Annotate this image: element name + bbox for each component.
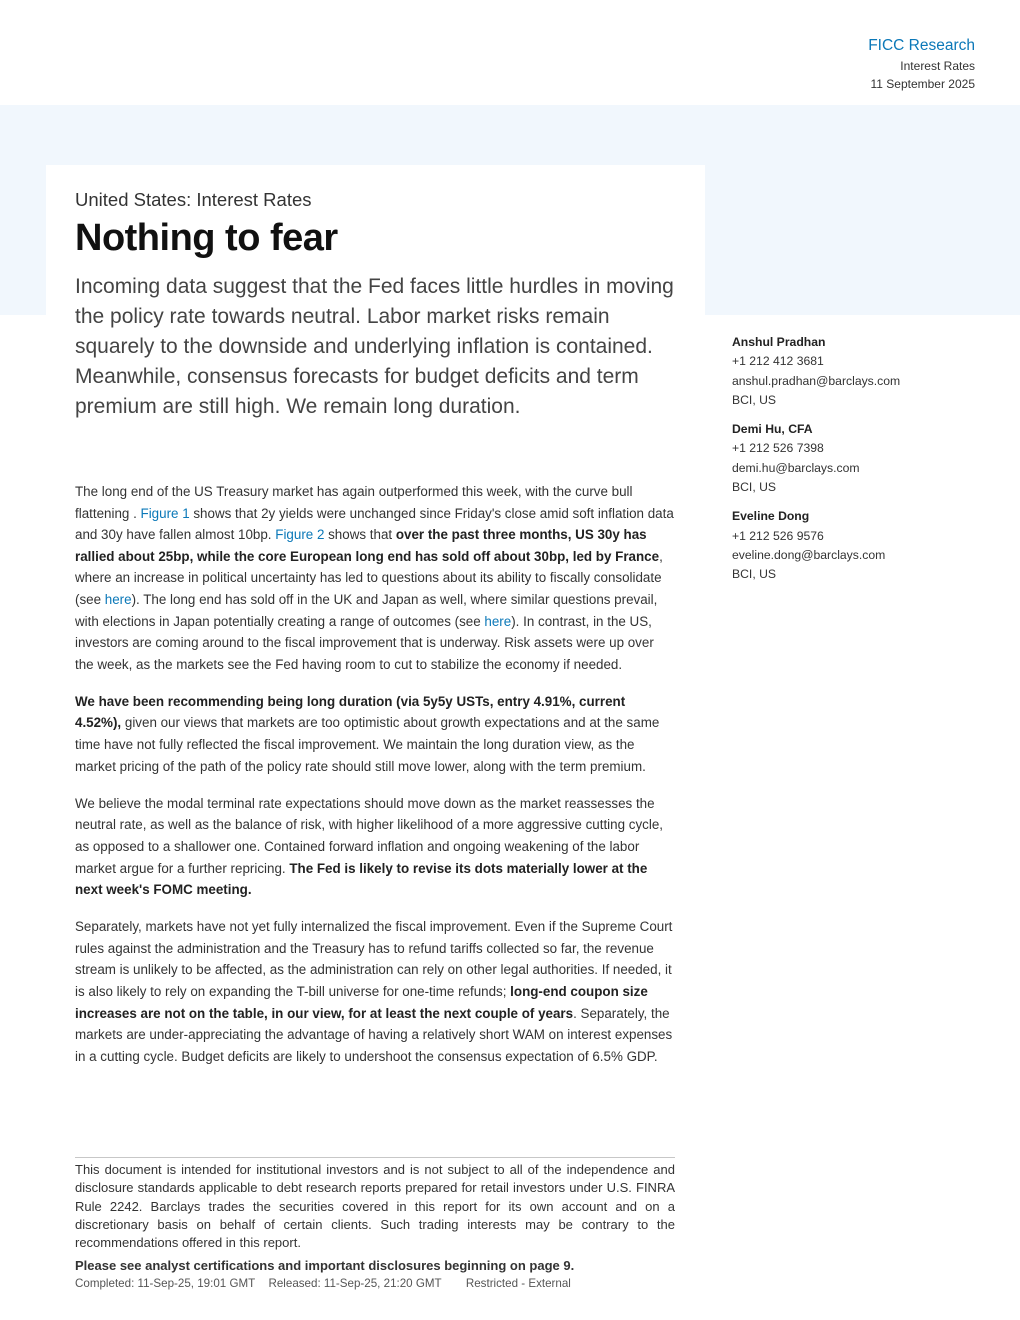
released-timestamp: Released: 11-Sep-25, 21:20 GMT xyxy=(268,1277,442,1290)
section-label: Interest Rates xyxy=(900,59,975,73)
text-run: , where an increase in political uncertainty has led to questions about its ability to fiscally consolidate (see xyxy=(75,548,663,607)
body-paragraph xyxy=(75,481,675,675)
author-entity: BCI, US xyxy=(732,480,777,495)
article-kicker: United States: Interest Rates xyxy=(75,189,312,210)
text-run: We believe the modal terminal rate expectations should move down as the market reassesses the neutral rate, as well as the balance of risk, with higher likelihood of a more aggressive cutting cycle, as opposed to a shallower one. Contained forward inflation and ongoing weakening of the labor market argue for a further repricing. xyxy=(75,795,663,876)
classification-label: Restricted - External xyxy=(465,1277,571,1290)
author-phone: +1 212 526 9576 xyxy=(732,528,824,543)
author-entity: BCI, US xyxy=(732,567,777,582)
report-header xyxy=(868,37,975,91)
bold-text-run: We have been recommending being long duration (via 5y5y USTs, entry 4.91%, current 4.52%), xyxy=(75,693,626,731)
body-paragraph xyxy=(75,916,675,1067)
text-run: Separately, markets have not yet fully internalized the fiscal improvement. Even if the Supreme Court rules against the administration and the Treasury has to refund tariffs collected so far, the revenue stream is unlikely to be affected, as the administration can rely on other legal authorities. If needed, it is also likely to rely on expanding the T-bill universe for one-time refunds; xyxy=(75,919,673,999)
report-date: 11 September 2025 xyxy=(870,77,975,91)
text-run: shows that xyxy=(324,527,396,543)
author-email[interactable]: anshul.pradhan@barclays.com xyxy=(732,373,901,388)
author-list xyxy=(732,333,992,595)
body-paragraph xyxy=(75,691,675,777)
page-title: Nothing to fear xyxy=(75,217,338,259)
text-run: The long end of the US Treasury market has again outperformed this week, with the curve bull flattening . xyxy=(75,484,633,521)
body-paragraph xyxy=(75,793,675,901)
figure-1-link[interactable]: Figure 1 xyxy=(140,505,190,521)
footer-divider xyxy=(75,1157,675,1158)
brand-label: FICC Research xyxy=(868,37,975,54)
author-name: Demi Hu, CFA xyxy=(732,422,813,437)
figure-2-link[interactable]: Figure 2 xyxy=(275,527,325,543)
article-subtitle: Incoming data suggest that the Fed faces little hurdles in moving the policy rate towards neutral. Labor market risks remain squarely to the downside and underlying inflation is contained. Meanwhile, consensus forecasts for budget deficits and term premium are still high. We remain long duration. xyxy=(75,275,674,418)
here-link[interactable]: here xyxy=(104,591,132,607)
bold-text-run: over the past three months, US 30y has rallied about 25bp, while the core European long end has sold off about 30bp, led by France xyxy=(75,527,660,564)
text-run: . Separately, the markets are under-appreciating the advantage of having a relatively short WAM on interest expenses in a cutting cycle. Budget deficits are likely to undershoot the consensus expectation of 6.5% GDP. xyxy=(75,1005,673,1064)
text-run: ). The long end has sold off in the UK and Japan as well, where similar questions prevail, with elections in Japan potentially creating a range of outcomes (see xyxy=(75,591,658,629)
text-run: shows that 2y yields were unchanged since Friday's close amid soft inflation data and 30y have fallen almost 10bp. xyxy=(75,505,674,543)
author-block xyxy=(732,420,992,497)
completed-timestamp: Completed: 11-Sep-25, 19:01 GMT xyxy=(75,1277,256,1290)
author-block xyxy=(732,507,992,584)
bold-text-run: The Fed is likely to revise its dots materially lower at the next week's FOMC meeting. xyxy=(75,860,648,898)
publication-meta xyxy=(75,1277,581,1290)
bold-text-run: long-end coupon size increases are not on the table, in our view, for at least the next couple of years xyxy=(75,983,648,1021)
article-body xyxy=(75,481,675,1083)
author-name: Eveline Dong xyxy=(732,509,810,524)
here-link[interactable]: here xyxy=(484,613,512,629)
author-entity: BCI, US xyxy=(732,392,777,407)
disclaimer-text: This document is intended for institutional investors and is not subject to all of the independence and disclosure standards applicable to debt research reports prepared for retail investors under U.S. FINRA Rule 2242. Barclays trades the securities covered in this report for its own account and on a discretionary basis on behalf of certain clients. Such trading interests may be contrary to the recommendations offered in this report. xyxy=(75,1162,675,1251)
author-block xyxy=(732,333,992,410)
author-email[interactable]: eveline.dong@barclays.com xyxy=(732,547,886,562)
disclosures-notice: Please see analyst certifications and important disclosures beginning on page 9. xyxy=(75,1258,575,1273)
author-email[interactable]: demi.hu@barclays.com xyxy=(732,460,860,475)
text-run: ). In contrast, in the US, investors are coming around to the fiscal improvement that is underway. Risk assets were up over the week, as the markets see the Fed having room to cut to stabilize the economy if needed. xyxy=(75,613,654,672)
author-name: Anshul Pradhan xyxy=(732,335,826,349)
author-phone: +1 212 526 7398 xyxy=(732,441,824,456)
text-run: given our views that markets are too optimistic about growth expectations and at the same time have not fully reflected the fiscal improvement. We maintain the long duration view, as the market pricing of the path of the policy rate should still move lower, along with the term premium. xyxy=(75,715,660,774)
author-phone: +1 212 412 3681 xyxy=(732,354,824,369)
